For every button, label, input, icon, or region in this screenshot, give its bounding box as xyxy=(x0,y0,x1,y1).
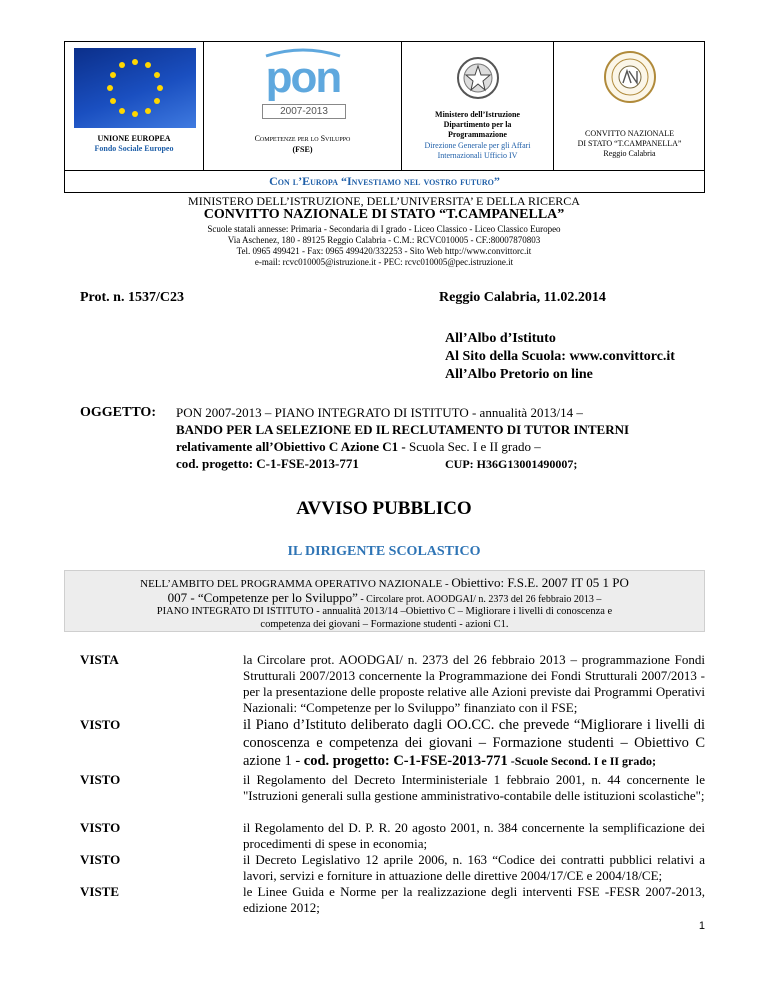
item-text-vista: la Circolare prot. AOODGAI/ n. 2373 del 26 febbraio 2013 – programmazione Fondi Strutturali 2007/2013 concernente la Programmazione dei Fondi Strutturali 2007/2013 - per la presentazione delle proposte relative alle Azioni previste dai Programmi Operativi Nazionali: “Competenze per lo Sviluppo” finanziato con il FSE; xyxy=(243,652,705,715)
item-label-visto-decreto: VISTO xyxy=(80,852,121,867)
ambito-line2b: - Circolare prot. AOODGAI/ n. 2373 del 26 febbraio 2013 – xyxy=(357,594,602,605)
motto: Con l’Europa “Investiamo nel vostro futuro” xyxy=(269,174,500,188)
oggetto-cup: CUP: H36G13001490007; xyxy=(445,457,578,471)
svg-text:pon: pon xyxy=(265,53,341,102)
item-label-visto-regolamento: VISTO xyxy=(80,772,121,787)
ambito-line1a: NELL’AMBITO DEL PROGRAMMA OPERATIVO NAZIONALE - xyxy=(140,578,452,590)
item-label-viste: VISTE xyxy=(80,884,120,899)
item-label-visto-piano: VISTO xyxy=(80,717,121,732)
ambito-box xyxy=(64,570,705,632)
institution-email: e-mail: rcvc010005@istruzione.it - PEC: rcvc010005@pec.istruzione.it xyxy=(254,257,514,267)
item-text-visto-piano-c: -Scuole Second. I e II grado; xyxy=(507,754,657,768)
header-table xyxy=(64,41,705,193)
item-text-visto-piano-a: il Piano d’Istituto deliberato dagli OO.CC. che prevede “Migliorare i livelli di conoscenza e competenza dei giovani – Formazione studenti – Obiettivo C azione 1 - xyxy=(243,717,705,769)
item-text-visto-piano xyxy=(243,716,705,770)
page-number: 1 xyxy=(698,920,705,932)
institution-name: CONVITTO NAZIONALE DI STATO “T.CAMPANELLA” xyxy=(203,207,565,222)
eu-sublabel: Fondo Sociale Europeo xyxy=(94,144,174,153)
eu-cell xyxy=(65,42,204,170)
oggetto-line1: PON 2007-2013 – PIANO INTEGRATO DI ISTITUTO - annualità 2013/14 – xyxy=(176,405,583,420)
ministry-line2: Dipartimento per la xyxy=(443,120,512,129)
item-text-viste: le Linee Guida e Norme per la realizzazione degli interventi FSE -FESR 2007-2013, edizione 2012; xyxy=(243,884,705,915)
dirigente-title: IL DIRIGENTE SCOLASTICO xyxy=(287,544,481,559)
recipient-albo: All’Albo d’Istituto xyxy=(445,331,556,346)
institution-address: Via Aschenez, 180 - 89125 Reggio Calabria - C.M.: RCVC010005 - CF.:80007870803 xyxy=(227,235,541,245)
convitto-cell xyxy=(554,42,705,170)
eu-flag-image xyxy=(74,48,196,128)
ambito-line4: competenza dei giovani – Formazione studenti - azioni C1. xyxy=(260,619,509,630)
header-divider xyxy=(65,170,704,171)
oggetto-line2: BANDO PER LA SELEZIONE ED IL RECLUTAMENTO DI TUTOR INTERNI xyxy=(176,422,630,437)
ministry-cell xyxy=(402,42,554,170)
ministry-line1: Ministero dell’Istruzione xyxy=(435,110,520,119)
ministry-line4: Direzione Generale per gli Affari xyxy=(424,141,531,150)
eu-stars-icon xyxy=(74,48,196,128)
item-text-visto-decreto: il Decreto Legislativo 12 aprile 2006, n. 163 “Codice dei contratti pubblici relativi a lavori, servizi e forniture in attuazione delle direttive 2004/17/CE e 2004/18/CE; xyxy=(243,852,705,883)
avviso-title: AVVISO PUBBLICO xyxy=(296,498,472,519)
pon-years: 2007-2013 xyxy=(262,104,346,119)
republic-emblem-icon xyxy=(456,56,500,100)
ambito-line2 xyxy=(65,590,704,606)
oggetto-line3-rest: Scuola Sec. I e II grado – xyxy=(405,439,541,454)
item-text-visto-piano-b: cod. progetto: C-1-FSE-2013-771 xyxy=(303,753,508,769)
oggetto-line3 xyxy=(176,439,541,455)
convitto-seal-icon xyxy=(603,50,657,104)
institution-ministry: MINISTERO DELL’ISTRUZIONE, DELL’UNIVERSITA’ E DELLA RICERCA xyxy=(188,194,580,208)
pon-cell xyxy=(204,42,402,170)
pon-logo xyxy=(258,48,348,118)
item-text-visto-regolamento: il Regolamento del Decreto Interministeriale 1 febbraio 2001, n. 44 concernente le "Istruzioni generali sulla gestione amministrativo-contabile delle istituzioni scolastiche"; xyxy=(243,772,705,803)
protocol-number: Prot. n. 1537/C23 xyxy=(80,290,184,305)
institution-tel: Tel. 0965 499421 - Fax: 0965 499420/332253 - Sito Web http://www.convittorc.it xyxy=(236,246,532,256)
recipient-sito: Al Sito della Scuola: www.convittorc.it xyxy=(445,349,675,364)
ambito-line1 xyxy=(65,575,704,591)
pon-sublabel: (FSE) xyxy=(292,145,313,154)
convitto-line1: CONVITTO NAZIONALE xyxy=(585,129,674,138)
item-label-visto-dpr: VISTO xyxy=(80,820,121,835)
oggetto-code: cod. progetto: C-1-FSE-2013-771 xyxy=(176,456,359,471)
institution-schools: Scuole statali annesse: Primaria - Secondaria di I grado - Liceo Classico - Liceo Classico Europeo xyxy=(207,224,561,234)
ambito-line2a: 007 - “Competenze per lo Sviluppo” xyxy=(167,590,358,605)
ministry-line5: Internazionali Ufficio IV xyxy=(437,151,518,160)
item-text-visto-dpr: il Regolamento del D. P. R. 20 agosto 2001, n. 384 concernente la semplificazione dei procedimenti di spese in economia; xyxy=(243,820,705,851)
recipient-albo-pretorio: All’Albo Pretorio on line xyxy=(445,367,593,382)
ministry-line3: Programmazione xyxy=(448,130,507,139)
pon-label: Competenze per lo Sviluppo xyxy=(254,134,351,143)
pon-logo-icon xyxy=(258,48,348,102)
ambito-line1b: Obiettivo: F.S.E. 2007 IT 05 1 PO xyxy=(451,575,629,590)
ambito-line3: PIANO INTEGRATO DI ISTITUTO - annualità 2013/14 –Obiettivo C – Migliorare i livelli di conoscenza e xyxy=(156,606,613,617)
oggetto-line3-bold: relativamente all’Obiettivo C Azione C1 - xyxy=(176,439,406,454)
eu-label: UNIONE EUROPEA xyxy=(97,134,171,143)
document-date: Reggio Calabria, 11.02.2014 xyxy=(439,290,606,305)
oggetto-label: OGGETTO: xyxy=(80,405,156,420)
convitto-line3: Reggio Calabria xyxy=(603,149,656,158)
item-label-vista: VISTA xyxy=(80,652,119,667)
convitto-line2: DI STATO “T.CAMPANELLA” xyxy=(577,139,682,148)
